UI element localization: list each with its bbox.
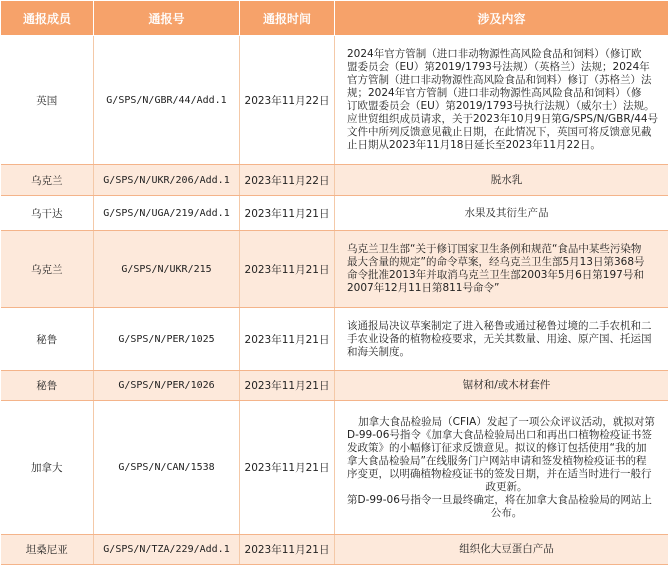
content-cell: 锯材和/或木材套件 <box>335 371 668 401</box>
content-line: 乌克兰卫生部“关于修订国家卫生条例和规范“食品中某些污染物 <box>347 243 642 255</box>
content-cell <box>335 231 668 308</box>
code-cell: G/SPS/N/PER/1026 <box>94 371 240 401</box>
header-content: 涉及内容 <box>335 1 668 36</box>
table-row <box>1 535 668 565</box>
content-line: 应世贸组织成员请求，关于2023年10月9日第G/SPS/N/GBR/44号 <box>347 113 659 125</box>
content-cell <box>335 36 668 165</box>
table-row <box>1 401 668 535</box>
content-line: 公布。 <box>490 506 523 519</box>
member-cell: 秘鲁 <box>1 308 94 371</box>
content-cell: 水果及其衍生产品 <box>335 196 668 231</box>
code-cell: G/SPS/N/TZA/229/Add.1 <box>94 535 240 565</box>
table-row <box>1 231 668 308</box>
date-cell: 2023年11月21日 <box>240 371 335 401</box>
code-cell: G/SPS/N/PER/1025 <box>94 308 240 371</box>
table-row <box>1 36 668 165</box>
content-line: 和海关制度。 <box>347 345 410 358</box>
header-member: 通报成员 <box>1 1 94 36</box>
content-line: 手农业设备的植物检疫要求，无关其数量、用途、原产国、托运国 <box>347 332 652 345</box>
member-cell: 乌克兰 <box>1 165 94 196</box>
code-cell: G/SPS/N/UKR/215 <box>94 231 240 308</box>
header-date: 通报时间 <box>240 1 335 36</box>
date-cell: 2023年11月21日 <box>240 196 335 231</box>
content-line: D-99-06号指令《加拿大食品检验局出口和再出口植物检疫证书签 <box>347 428 652 441</box>
date-cell: 2023年11月22日 <box>240 165 335 196</box>
content-line: 第D-99-06号指令一旦最终确定，将在加拿大食品检验局的网站上 <box>347 493 652 506</box>
header-row <box>1 1 668 36</box>
content-line: 最大含量的规定”的命令草案，经乌克兰卫生部5月13日第368号 <box>347 256 645 268</box>
code-cell: G/SPS/N/UKR/206/Add.1 <box>94 165 240 196</box>
member-cell: 英国 <box>1 36 94 165</box>
content-line: 命令批准2013年并取消乌克兰卫生部2003年5月6日第197号和 <box>347 269 644 281</box>
content-line: 止日期从2023年11月18日延长至2023年11月22日。 <box>347 139 601 151</box>
member-cell: 秘鲁 <box>1 371 94 401</box>
content-line: 拿大食品检验局”在线服务门户网站申请和签发植物检疫证书的程 <box>347 454 647 467</box>
content-line: 发政策》的小幅修订征求反馈意见。拟议的修订包括使用“我的加 <box>347 441 647 454</box>
date-cell: 2023年11月21日 <box>240 231 335 308</box>
table-row <box>1 308 668 371</box>
content-cell: 组织化大豆蛋白产品 <box>335 535 668 565</box>
content-line: 序变更，以明确植物检疫证书的签发日期，并在适当时进行一般行 <box>347 467 652 480</box>
date-cell: 2023年11月21日 <box>240 401 335 535</box>
content-cell: 脱水乳 <box>335 165 668 196</box>
content-cell <box>335 308 668 371</box>
content-line: 规；2024年官方管制（进口非动物源性高风险食品和饲料）（修 <box>347 87 642 99</box>
content-line: 官方管制（进口非动物源性高风险食品和饲料）修订（苏格兰）法 <box>347 74 652 86</box>
member-cell: 乌干达 <box>1 196 94 231</box>
date-cell: 2023年11月22日 <box>240 36 335 165</box>
member-cell: 加拿大 <box>1 401 94 535</box>
date-cell: 2023年11月21日 <box>240 308 335 371</box>
content-line: 盟委员会（EU）第2019/1793号法规）（英格兰）法规；2024年 <box>347 61 650 73</box>
content-line: 加拿大食品检验局（CFIA）发起了一项公众评议活动，就拟对第 <box>358 415 655 428</box>
content-line: 政更新。 <box>485 480 528 493</box>
code-cell: G/SPS/N/UGA/219/Add.1 <box>94 196 240 231</box>
date-cell: 2023年11月21日 <box>240 535 335 565</box>
table-row <box>1 371 668 401</box>
table-row <box>1 165 668 196</box>
content-line: 2024年官方管制（进口非动物源性高风险食品和饲料）（修订欧 <box>347 48 642 60</box>
content-line: 2007年12月11日第811号命令” <box>347 282 500 294</box>
content-line: 订欧盟委员会（EU）第2019/1793号执行法规）（威尔士）法规。 <box>347 100 655 112</box>
code-cell: G/SPS/N/GBR/44/Add.1 <box>94 36 240 165</box>
member-cell: 乌克兰 <box>1 231 94 308</box>
code-cell: G/SPS/N/CAN/1538 <box>94 401 240 535</box>
content-line: 该通报局决议草案制定了进入秘鲁或通过秘鲁过境的二手农机和二 <box>347 319 652 332</box>
member-cell: 坦桑尼亚 <box>1 535 94 565</box>
content-cell <box>335 401 668 535</box>
content-line: 文件中所列反馈意见截止日期，在此情况下，英国可将反馈意见截 <box>347 126 652 138</box>
table-row <box>1 196 668 231</box>
header-code: 通报号 <box>94 1 240 36</box>
